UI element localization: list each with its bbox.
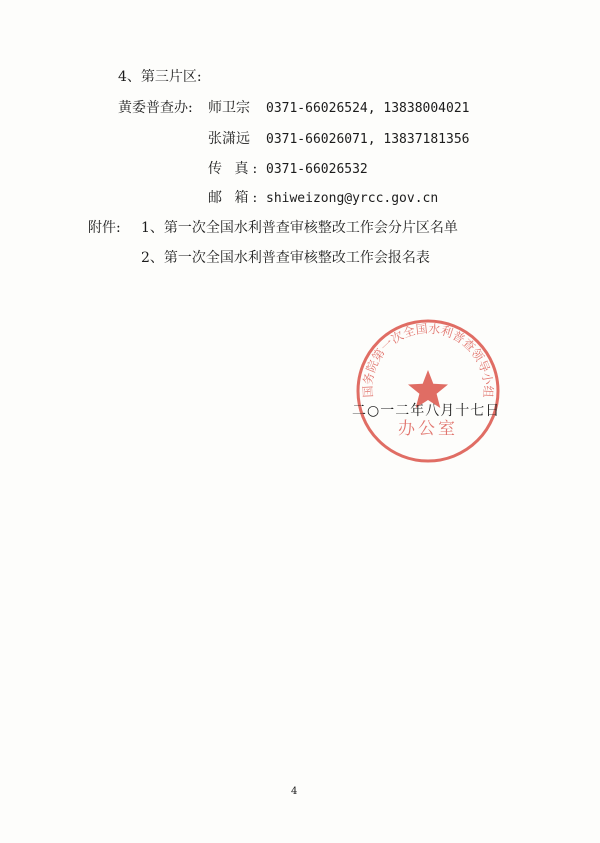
attachments-label: 附件: <box>88 220 121 236</box>
contact-name-2: 张潇远 <box>208 131 250 147</box>
section-heading: 4、第三片区: <box>118 69 202 85</box>
contact-name-1: 师卫宗 <box>208 100 250 116</box>
signature-date: 二○一二年八月十七日 <box>352 403 501 419</box>
seal-ring-text: 国务院第一次全国水利普查领导小组 <box>360 321 496 398</box>
page-number: 4 <box>291 786 298 797</box>
fax-label: 传 真: <box>208 161 262 177</box>
email-label: 邮 箱: <box>208 190 262 206</box>
contact-phone-1: 0371-66026524, 13838004021 <box>266 101 470 116</box>
fax-number: 0371-66026532 <box>266 162 368 177</box>
official-seal <box>355 318 501 464</box>
contact-phone-2: 0371-66026071, 13837181356 <box>266 132 470 147</box>
email-address: shiweizong@yrcc.gov.cn <box>266 191 439 206</box>
office-label: 黄委普查办: <box>118 100 193 116</box>
seal-bottom-text: 办公室 <box>398 419 458 439</box>
attachment-item-1: 1、第一次全国水利普查审核整改工作会分片区名单 <box>141 220 458 236</box>
attachment-item-2: 2、第一次全国水利普查审核整改工作会报名表 <box>141 250 430 266</box>
